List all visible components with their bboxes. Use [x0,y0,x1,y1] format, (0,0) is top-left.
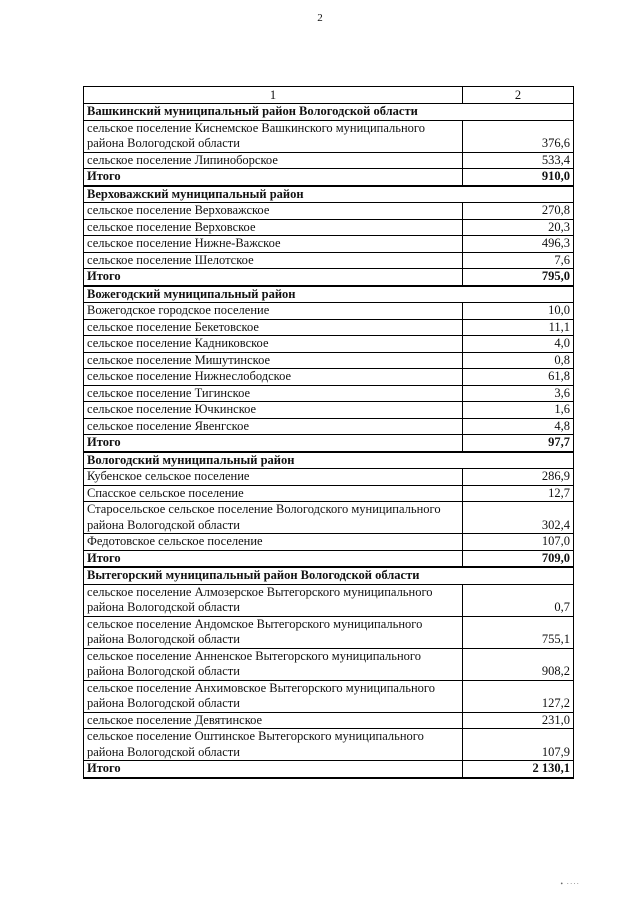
table-row [84,729,574,761]
table-row [84,469,574,486]
district-name: Верховажский муниципальный район [84,186,574,203]
settlement-name: сельское поселение Липиноборское [84,152,463,169]
settlement-value: 908,2 [463,648,574,680]
total-value: 795,0 [463,269,574,286]
table-row [84,402,574,419]
settlement-value: 302,4 [463,502,574,534]
table-row [84,680,574,712]
district-name: Вожегодский муниципальный район [84,286,574,303]
settlement-name: сельское поселение Бекетовское [84,319,463,336]
settlement-name: сельское поселение Явенгское [84,418,463,435]
settlement-name: сельское поселение Киснемское Вашкинского муниципального района Вологодской области [84,120,463,152]
table-row [84,369,574,386]
district-row [84,452,574,469]
table-row [84,252,574,269]
district-row [84,567,574,584]
total-row [84,435,574,452]
settlement-value: 1,6 [463,402,574,419]
district-row [84,286,574,303]
settlement-name: сельское поселение Мишутинское [84,352,463,369]
table-row [84,485,574,502]
table-row [84,219,574,236]
total-row [84,169,574,186]
allocation-table [83,86,574,779]
total-row [84,550,574,567]
settlement-value: 755,1 [463,616,574,648]
table-row [84,319,574,336]
total-label: Итого [84,435,463,452]
settlement-value: 231,0 [463,712,574,729]
page-number: 2 [317,12,323,24]
table-row [84,616,574,648]
settlement-name: сельское поселение Девятинское [84,712,463,729]
table-row [84,584,574,616]
settlement-name: сельское поселение Шелотское [84,252,463,269]
table-row [84,352,574,369]
settlement-value: 533,4 [463,152,574,169]
settlement-value: 270,8 [463,203,574,220]
settlement-name: Кубенское сельское поселение [84,469,463,486]
settlement-value: 0,8 [463,352,574,369]
table-header-row [84,87,574,104]
settlement-value: 20,3 [463,219,574,236]
total-row [84,761,574,778]
district-row [84,186,574,203]
settlement-name: Старосельское сельское поселение Вологодского муниципального района Вологодской области [84,502,463,534]
settlement-value: 3,6 [463,385,574,402]
district-name: Вытегорский муниципальный район Вологодской области [84,567,574,584]
settlement-value: 10,0 [463,303,574,320]
total-value: 910,0 [463,169,574,186]
settlement-name: сельское поселение Тигинское [84,385,463,402]
settlement-name: сельское поселение Оштинское Вытегорского муниципального района Вологодской области [84,729,463,761]
settlement-value: 376,6 [463,120,574,152]
table-row [84,385,574,402]
total-value: 2 130,1 [463,761,574,778]
district-name: Вашкинский муниципальный район Вологодской области [84,104,574,121]
total-label: Итого [84,169,463,186]
settlement-name: сельское поселение Нижне-Важское [84,236,463,253]
settlement-value: 286,9 [463,469,574,486]
table-row [84,534,574,551]
page-mark: • ···· [560,880,580,888]
settlement-value: 11,1 [463,319,574,336]
table-row [84,712,574,729]
settlement-name: Вожегодское городское поселение [84,303,463,320]
district-row [84,104,574,121]
table-row [84,303,574,320]
settlement-name: сельское поселение Верховажское [84,203,463,220]
table-row [84,203,574,220]
table-row [84,152,574,169]
total-label: Итого [84,550,463,567]
settlement-name: сельское поселение Верховское [84,219,463,236]
settlement-name: сельское поселение Алмозерское Вытегорского муниципального района Вологодской области [84,584,463,616]
settlement-name: сельское поселение Нижнеслободское [84,369,463,386]
settlement-name: сельское поселение Анхимовское Вытегорского муниципального района Вологодской области [84,680,463,712]
table-row [84,236,574,253]
total-label: Итого [84,269,463,286]
settlement-value: 12,7 [463,485,574,502]
total-row [84,269,574,286]
settlement-name: Федотовское сельское поселение [84,534,463,551]
settlement-name: Спасское сельское поселение [84,485,463,502]
settlement-value: 4,0 [463,336,574,353]
settlement-value: 107,0 [463,534,574,551]
settlement-value: 496,3 [463,236,574,253]
table-row [84,120,574,152]
settlement-value: 127,2 [463,680,574,712]
header-col-1: 1 [84,87,463,104]
header-col-2: 2 [463,87,574,104]
total-label: Итого [84,761,463,778]
total-value: 709,0 [463,550,574,567]
settlement-name: сельское поселение Анненское Вытегорского муниципального района Вологодской области [84,648,463,680]
settlement-value: 7,6 [463,252,574,269]
total-value: 97,7 [463,435,574,452]
settlement-name: сельское поселение Кадниковское [84,336,463,353]
settlement-name: сельское поселение Ючкинское [84,402,463,419]
settlement-value: 107,9 [463,729,574,761]
settlement-value: 0,7 [463,584,574,616]
table-row [84,648,574,680]
table-row [84,502,574,534]
district-name: Вологодский муниципальный район [84,452,574,469]
settlement-value: 61,8 [463,369,574,386]
settlement-value: 4,8 [463,418,574,435]
settlement-name: сельское поселение Андомское Вытегорского муниципального района Вологодской области [84,616,463,648]
table-row [84,418,574,435]
table-row [84,336,574,353]
